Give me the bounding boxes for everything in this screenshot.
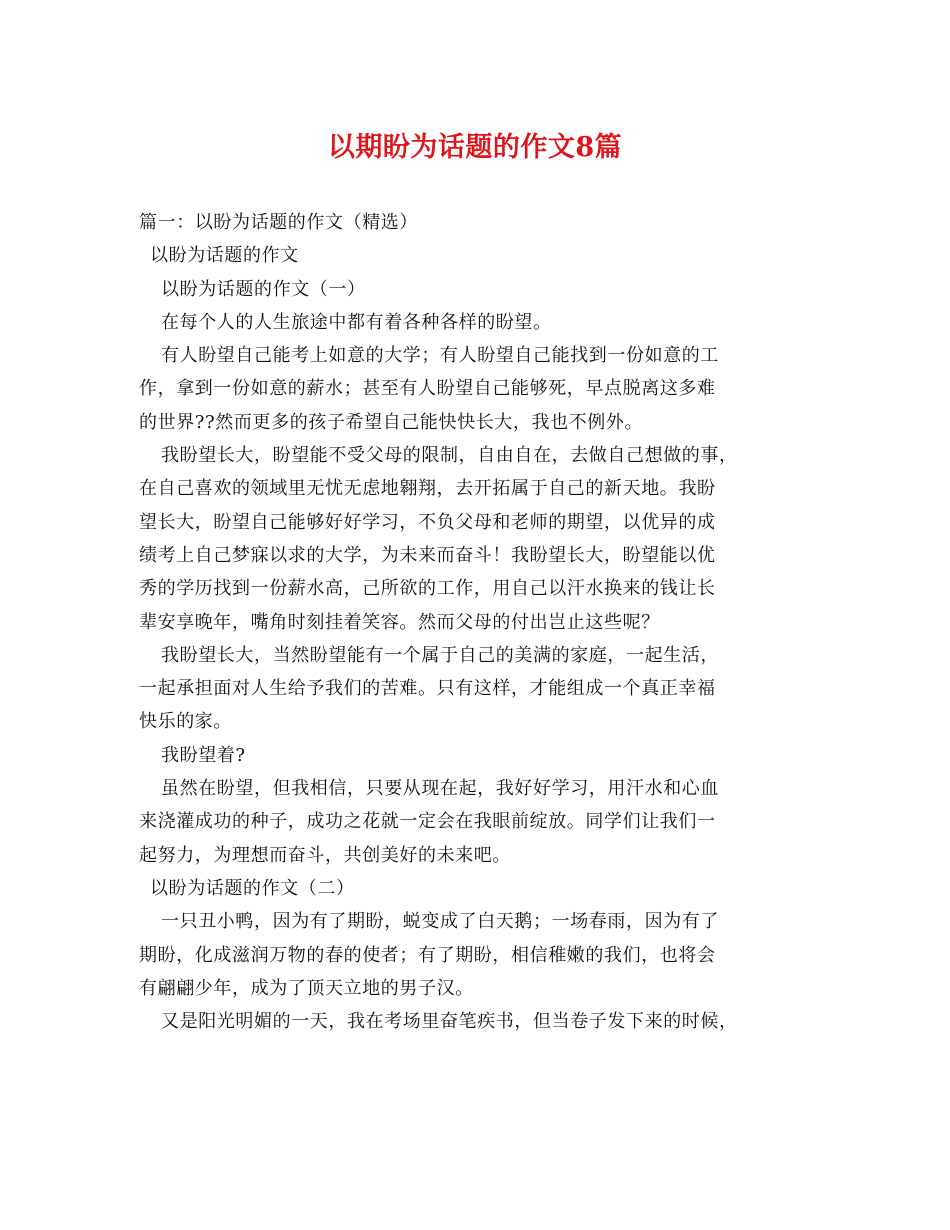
paragraph-line: 又是阳光明媚的一天，我在考场里奋笔疾书，但当卷子发下来的时候， [161,1011,738,1033]
paragraph-line: 的世界??然而更多的孩子希望自己能快快长大，我也不例外。 [139,411,644,433]
paragraph-line: 秀的学历找到一份薪水高，己所欲的工作，用自己以汗水换来的钱让长 [139,578,716,600]
paragraph-line: 期盼，化成滋润万物的春的使者；有了期盼，相信稚嫩的我们，也将会 [139,944,716,966]
paragraph-line: 虽然在盼望，但我相信，只要从现在起，我好好学习，用汗水和心血 [161,778,719,800]
paragraph-line: 我盼望长大，盼望能不受父母的限制，自由自在，去做自己想做的事， [161,445,738,467]
paragraph-line: 来浇灌成功的种子，成功之花就一定会在我眼前绽放。同学们让我们一 [139,811,716,833]
paragraph-line: 作，拿到一份如意的薪水；甚至有人盼望自己能够死，早点脱离这多难 [139,378,716,400]
paragraph-line: 辈安享晚年，嘴角时刻挂着笑容。然而父母的付出岂止这些呢？ [139,611,660,633]
paragraph-line: 以盼为话题的作文 [150,245,299,267]
paragraph-line: 我盼望长大，当然盼望能有一个属于自己的美满的家庭，一起生活， [161,644,719,666]
paragraph-line: 快乐的家。 [139,711,232,733]
document-body [139,206,829,1038]
paragraph-line: 一起承担面对人生给予我们的苦难。只有这样，才能组成一个真正幸福 [139,678,716,700]
paragraph-line: 在每个人的人生旅途中都有着各种各样的盼望。 [161,311,552,333]
paragraph-line: 我盼望着? [161,744,246,766]
paragraph-line: 起努力，为理想而奋斗，共创美好的未来吧。 [139,844,511,866]
paragraph-line: 绩考上自己梦寐以求的大学，为未来而奋斗！我盼望长大，盼望能以优 [139,544,716,566]
paragraph-line: 在自己喜欢的领域里无忧无虑地翱翔，去开拓属于自己的新天地。我盼 [139,478,716,500]
paragraph-line: 篇一：以盼为话题的作文（精选） [139,212,418,233]
document-title: 以期盼为话题的作文8篇 [327,132,623,163]
paragraph-line: 有翩翩少年，成为了顶天立地的男子汉。 [139,977,474,999]
paragraph-line: 一只丑小鸭，因为有了期盼，蜕变成了白天鹅；一场春雨，因为有了 [161,911,719,933]
paragraph-line: 有人盼望自己能考上如意的大学；有人盼望自己能找到一份如意的工 [161,345,719,367]
paragraph-line: 以盼为话题的作文（一） [161,278,366,300]
paragraph-line: 望长大，盼望自己能够好好学习，不负父母和老师的期望，以优异的成 [139,511,716,533]
paragraph-line: 以盼为话题的作文（二） [150,877,355,899]
